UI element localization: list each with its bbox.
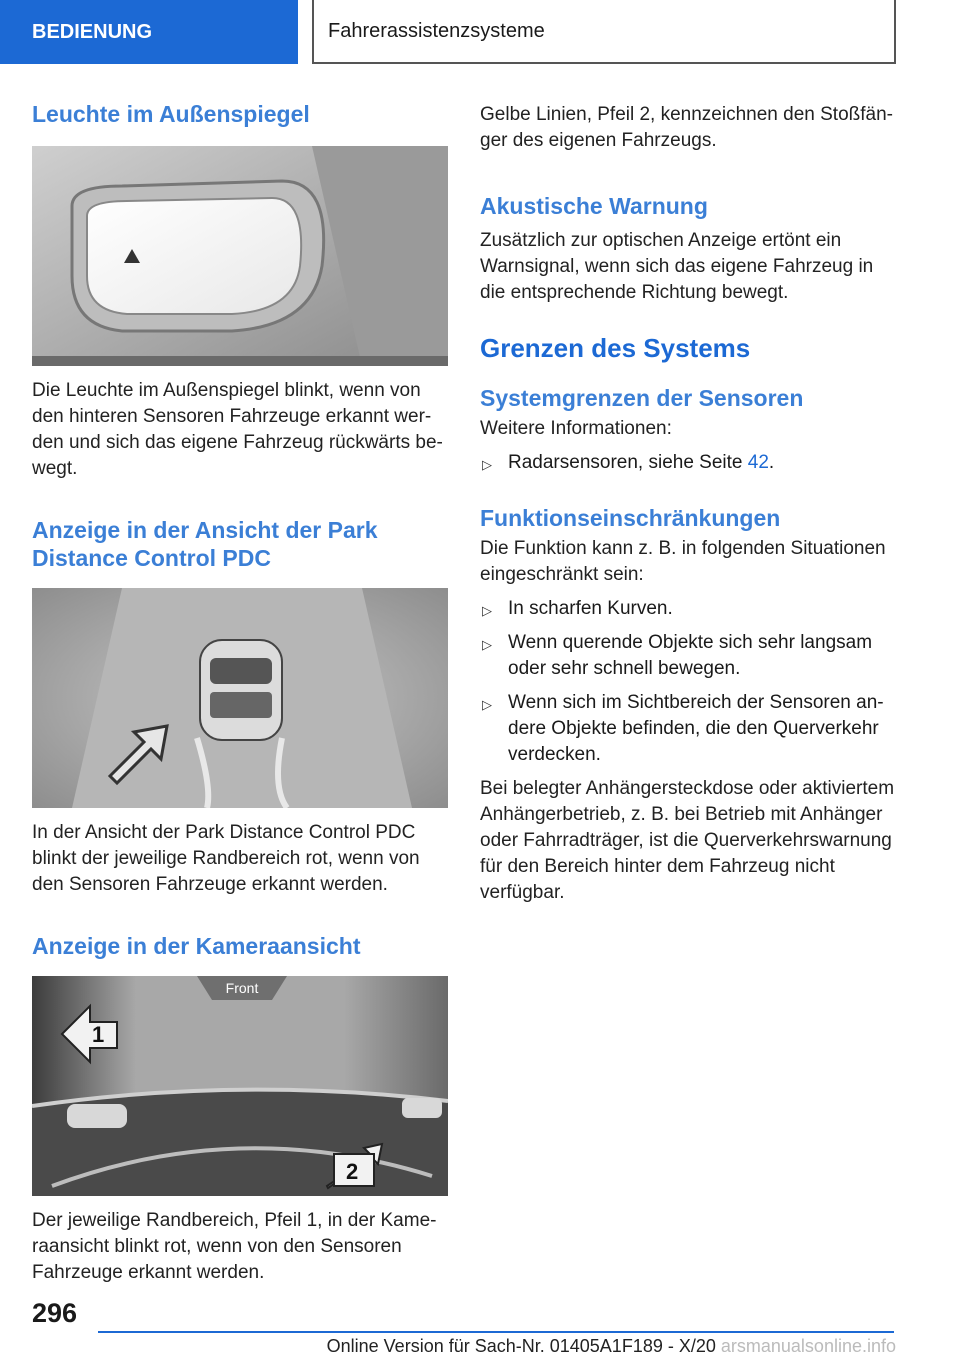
- paragraph-acoustic: Zusätzlich zur optischen Anzeige ertönt ein Warnsignal, wenn sich das eigene Fahrzeug in die entsprechende Richtung bewegt.: [480, 230, 874, 303]
- list-item: ▷ Wenn sich im Sichtbereich der Sensoren andere Objekte befinden, die den Querverkehr verdecken.: [482, 692, 884, 765]
- list-item: ▷ In scharfen Kurven.: [480, 596, 896, 622]
- heading-system-limits: Grenzen des Systems: [480, 333, 751, 363]
- section-label: BEDIENUNG: [32, 20, 153, 43]
- heading-camera: Anzeige in der Kameraansicht: [32, 933, 361, 959]
- camera-callout-1: 1: [92, 1022, 105, 1047]
- camera-callout-2: 2: [346, 1159, 359, 1184]
- sensor-list: [480, 450, 896, 476]
- heading-mirror-light: Leuchte im Außenspiegel: [32, 101, 310, 127]
- bullet-triangle-icon: ▷: [482, 637, 492, 652]
- bullet-triangle-icon: ▷: [482, 457, 492, 472]
- list-item: ▷ Wenn querende Objekte sich sehr langsam oder sehr schnell bewegen.: [482, 632, 873, 679]
- bullet-triangle-icon: ▷: [482, 603, 492, 618]
- paragraph-mirror: Die Leuchte im Außenspiegel blinkt, wenn von den hinteren Sensoren Fahrzeuge erkannt werden und sich das eigene Fahrzeug rückwärts bewegt.: [32, 380, 443, 479]
- footer-divider: [98, 1331, 894, 1333]
- page-number: 296: [32, 1298, 78, 1328]
- list-item: ▷ Radarsensoren, siehe Seite 42.: [480, 450, 896, 476]
- footer-online-version: Online Version für Sach-Nr. 01405A1F189 - X/20: [326, 1336, 716, 1356]
- paragraph-more-info: Weitere Informationen:: [480, 418, 672, 439]
- mirror-image: [32, 146, 448, 366]
- chapter-label: Fahrerassistenzsysteme: [328, 19, 545, 42]
- right-column: [480, 102, 896, 906]
- paragraph-pdc: In der Ansicht der Park Distance Control PDC blinkt der jeweilige Randbereich rot, wenn von den Sensoren Fahrzeuge erkannt werden.: [32, 822, 420, 895]
- paragraph-camera: Der jeweilige Randbereich, Pfeil 1, in der Kameraansicht blinkt rot, wenn von den Sensoren Fahrzeuge erkannt werden.: [32, 1210, 437, 1283]
- paragraph-function-limits: Die Funktion kann z. B. in folgenden Situationen eingeschränkt sein:: [480, 538, 886, 585]
- heading-acoustic: Akustische Warnung: [480, 193, 708, 219]
- bullet-triangle-icon: ▷: [482, 697, 492, 712]
- pdc-image: [32, 588, 448, 808]
- paragraph-yellow-lines: Gelbe Linien, Pfeil 2, kennzeichnen den Stoßfänger des eigenen Fahrzeugs.: [480, 104, 893, 151]
- paragraph-trailer: Bei belegter Anhängersteckdose oder aktiviertem Anhängerbetrieb, z. B. bei Betrieb mit Anhänger oder Fahrradträger, ist die Querverkehrswarnung für den Bereich hinter dem Fahrzeug nicht verfügbar.: [480, 778, 895, 903]
- footer-watermark: arsmanualsonline.info: [720, 1336, 896, 1356]
- section-tab: [0, 0, 298, 64]
- camera-image: [32, 976, 448, 1196]
- heading-pdc: Anzeige in der Ansicht der Park Distance Control PDC: [32, 517, 378, 571]
- chapter-header: [312, 0, 896, 64]
- footer: [300, 1336, 896, 1357]
- heading-function-limits: Funktionseinschränkungen: [480, 505, 781, 531]
- page-link-42[interactable]: 42: [747, 452, 769, 473]
- left-column: [32, 100, 448, 1286]
- heading-sensor-limits: Systemgrenzen der Sensoren: [480, 385, 804, 411]
- camera-front-label: Front: [225, 980, 259, 996]
- limits-list: [480, 596, 896, 768]
